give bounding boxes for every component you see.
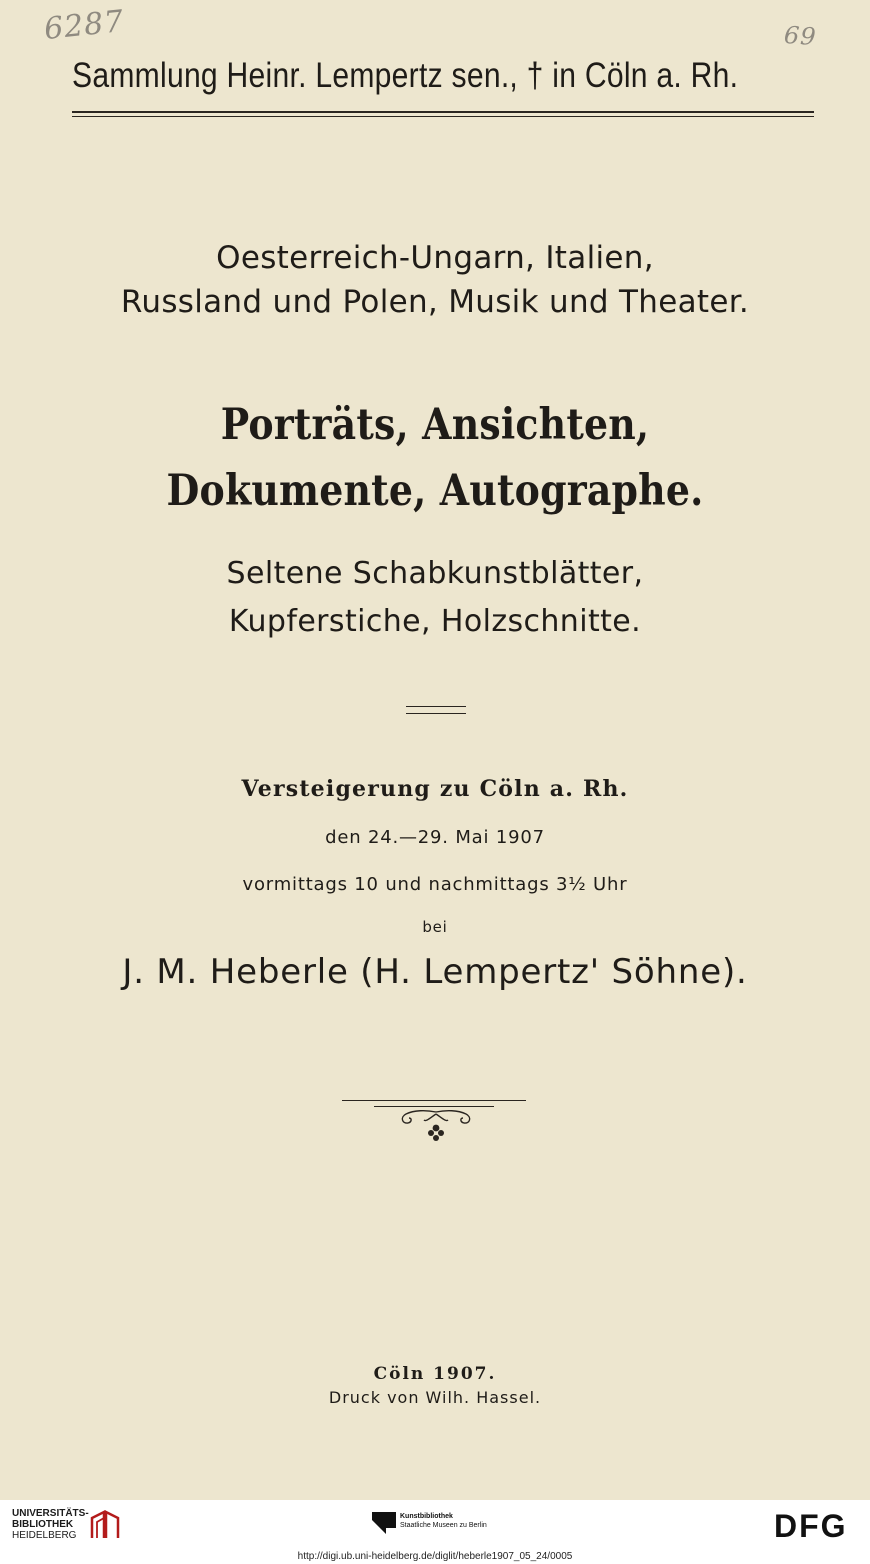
- header-rule-top: [72, 111, 814, 113]
- imprint-printer: Druck von Wilh. Hassel.: [328, 1388, 542, 1407]
- ub-heidelberg-emblem-icon: [88, 1508, 122, 1542]
- title-line-2: Dokumente, Autographe.: [166, 466, 704, 516]
- ub-heidelberg-logo[interactable]: UNIVERSITÄTS- BIBLIOTHEK HEIDELBERG: [12, 1508, 89, 1541]
- source-url[interactable]: http://digi.ub.uni-heidelberg.de/diglit/heberle1907_05_24/0005: [0, 1550, 870, 1564]
- subtitle-line-2: Kupferstiche, Holzschnitte.: [228, 604, 642, 639]
- dfg-logo[interactable]: DFG: [774, 1508, 848, 1544]
- kunstbibliothek-label: Kunstbibliothek Staatliche Museen zu Berlin: [400, 1513, 487, 1529]
- digitization-footer: [0, 1500, 870, 1550]
- divider-double-rule: [406, 706, 466, 714]
- auction-by: bei: [422, 918, 448, 936]
- imprint-place-year: Cöln 1907.: [373, 1364, 497, 1384]
- auction-times: vormittags 10 und nachmittags 3½ Uhr: [242, 874, 628, 895]
- subject-line-1: Oesterreich-Ungarn, Italien,: [216, 240, 654, 276]
- auction-dates: den 24.—29. Mai 1907: [325, 827, 545, 848]
- ornament-rule: [342, 1100, 526, 1101]
- pencil-annotation-right: 69: [783, 20, 818, 52]
- subject-line-2: Russland und Polen, Musik und Theater.: [120, 284, 750, 320]
- collection-header: Sammlung Heinr. Lempertz sen., † in Cöln a. Rh.: [72, 56, 739, 95]
- header-rule-bottom: [72, 116, 814, 117]
- kunstbibliothek-logo-icon[interactable]: [372, 1512, 396, 1534]
- auctioneer-firm: J. M. Heberle (H. Lempertz' Söhne).: [122, 952, 748, 992]
- pencil-annotation-left: 6287: [42, 3, 126, 48]
- subtitle-line-1: Seltene Schabkunstblätter,: [226, 556, 644, 591]
- title-line-1: Porträts, Ansichten,: [220, 400, 650, 450]
- auction-heading: Versteigerung zu Cöln a. Rh.: [241, 776, 629, 802]
- ornament-vignette-icon: [396, 1106, 476, 1146]
